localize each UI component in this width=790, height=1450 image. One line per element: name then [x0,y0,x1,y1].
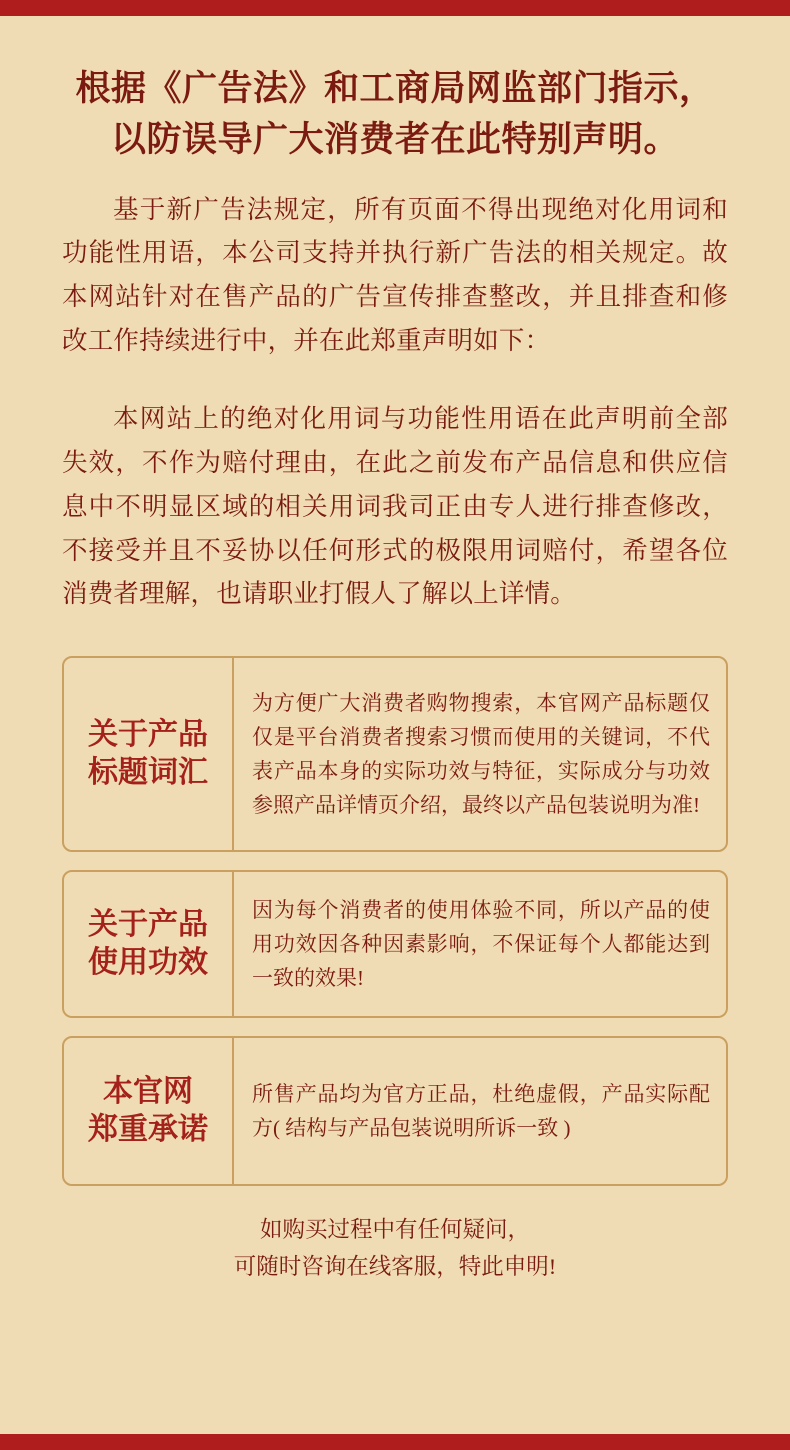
card-body: 因为每个消费者的使用体验不同，所以产品的使用功效因各种因素影响，不保证每个人都能达到一致的效果! [252,898,710,991]
card-title-line-1: 本官网 [103,1074,193,1108]
card-title-line-1: 关于产品 [88,907,208,941]
footer-note-line-1: 如购买过程中有任何疑问， [259,1217,530,1243]
statement-card-list [62,656,728,1186]
card-title-line-1: 关于产品 [88,717,208,751]
page-title [62,64,728,166]
page-content [0,16,790,1434]
card-title-line-2: 使用功效 [88,946,208,980]
page-title-line-2: 以防误导广大消费者在此特别声明。 [110,119,679,159]
statement-card-official-promise [62,1036,728,1186]
card-title-line-2: 标题词汇 [88,756,208,790]
card-title [64,658,234,850]
footer-note [62,1212,728,1285]
statement-card-product-title-wording [62,656,728,852]
bottom-accent-bar [0,1434,790,1450]
card-title [64,1038,234,1184]
card-title [64,872,234,1016]
page-title-line-1: 根据《广告法》和工商局网监部门指示， [75,69,715,108]
card-body: 所售产品均为官方正品，杜绝虚假，产品实际配方( 结构与产品包装说明所诉一致 ) [252,1082,710,1141]
top-accent-bar [0,0,790,16]
paragraph-1: 基于新广告法规定，所有页面不得出现绝对化用词和功能性用语，本公司支持并执行新广告法的相关规定。故本网站针对在售产品的广告宣传排查整改，并且排查和修改工作持续进行中，并在此郑重声明如下： [62,194,728,356]
card-title-line-2: 郑重承诺 [88,1113,208,1147]
statement-card-product-efficacy [62,870,728,1018]
footer-note-line-2: 可随时咨询在线客服，特此申明! [233,1253,557,1279]
card-body: 为方便广大消费者购物搜索，本官网产品标题仅仅是平台消费者搜索习惯而使用的关键词，不代表产品本身的实际功效与特征，实际成分与功效参照产品详情页介绍，最终以产品包装说明为准! [252,691,710,818]
paragraph-2: 本网站上的绝对化用词与功能性用语在此声明前全部失效，不作为赔付理由，在此之前发布产品信息和供应信息中不明显区域的相关用词我司正由专人进行排查修改，不接受并且不妥协以任何形式的极限用词赔付，希望各位消费者理解，也请职业打假人了解以上详情。 [62,403,728,609]
